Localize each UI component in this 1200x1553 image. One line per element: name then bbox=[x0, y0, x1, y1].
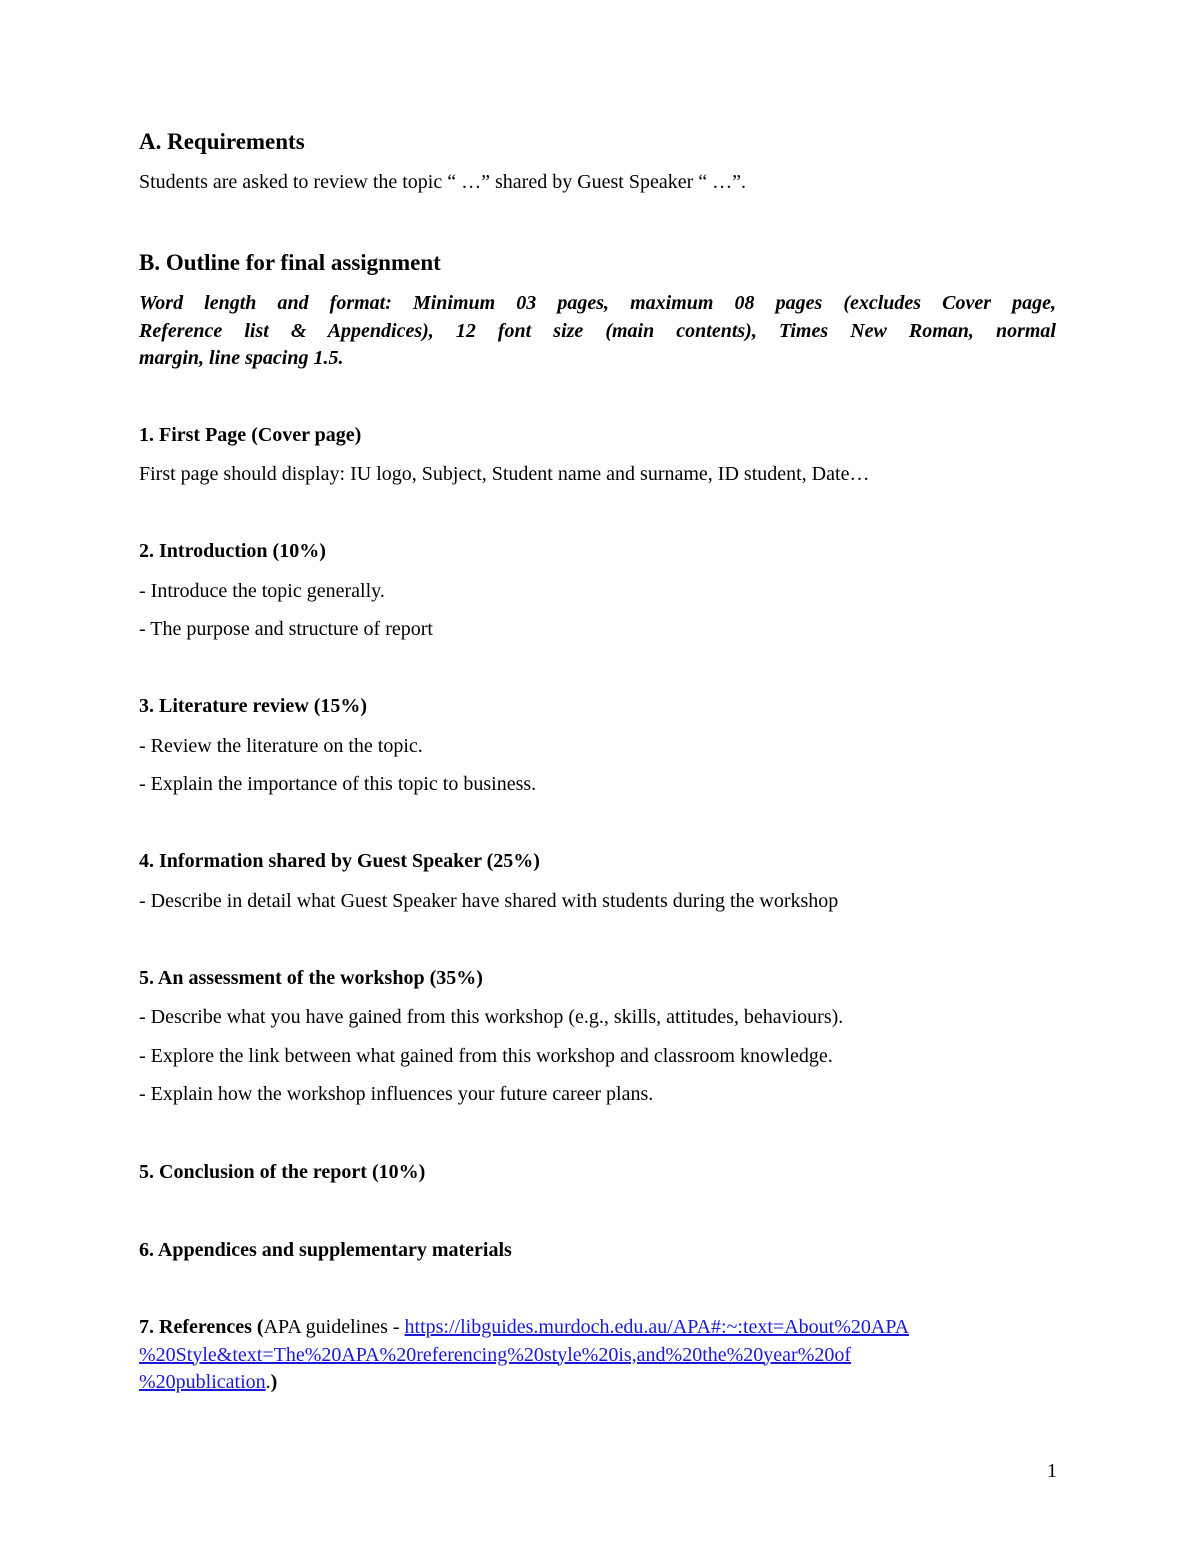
item-1-line-1: First page should display: IU logo, Subject, Student name and surname, ID student, Date… bbox=[139, 463, 870, 485]
page-number: 1 bbox=[1047, 1460, 1057, 1482]
item-3-line-1: - Review the literature on the topic. bbox=[139, 735, 423, 757]
references-trail: . bbox=[265, 1371, 271, 1393]
appendices-heading: 6. Appendices and supplementary materials bbox=[139, 1239, 512, 1261]
references-heading: 7. References bbox=[139, 1316, 252, 1338]
section-a-heading: A. Requirements bbox=[139, 129, 305, 154]
apa-guidelines-link-part-1[interactable]: https://libguides.murdoch.edu.au/APA#:~:text=About%20APA bbox=[404, 1316, 910, 1338]
references-line-2 bbox=[139, 1342, 909, 1370]
section-a-text: Students are asked to review the topic “ …” shared by Guest Speaker “ …”. bbox=[139, 171, 747, 193]
apa-guidelines-link-part-2[interactable]: %20Style&text=The%20APA%20referencing%20style%20is,and%20the%20year%20of bbox=[139, 1343, 852, 1366]
item-5-line-1: - Describe what you have gained from this workshop (e.g., skills, attitudes, behaviours). bbox=[139, 1006, 844, 1028]
item-5-line-3: - Explain how the workshop influences your future career plans. bbox=[139, 1083, 654, 1105]
references-close-paren: ) bbox=[270, 1371, 278, 1393]
references-block bbox=[139, 1314, 909, 1397]
section-b-heading: B. Outline for final assignment bbox=[139, 250, 441, 275]
item-5-line-2: - Explore the link between what gained from this workshop and classroom knowledge. bbox=[139, 1045, 833, 1067]
item-2-line-1: - Introduce the topic generally. bbox=[139, 580, 385, 602]
references-line-3 bbox=[139, 1369, 909, 1397]
format-line-3: margin, line spacing 1.5. bbox=[139, 347, 344, 369]
apa-guidelines-link-part-3[interactable]: %20publication bbox=[139, 1371, 266, 1393]
item-1-heading: 1. First Page (Cover page) bbox=[139, 424, 362, 446]
item-5-heading: 5. An assessment of the workshop (35%) bbox=[139, 967, 483, 989]
item-2-line-2: - The purpose and structure of report bbox=[139, 618, 433, 640]
references-lead: APA guidelines - bbox=[263, 1316, 405, 1338]
item-4-heading: 4. Information shared by Guest Speaker (25%) bbox=[139, 850, 540, 872]
references-open-paren: ( bbox=[256, 1316, 264, 1338]
item-2-heading: 2. Introduction (10%) bbox=[139, 540, 326, 562]
conclusion-heading: 5. Conclusion of the report (10%) bbox=[139, 1161, 426, 1183]
item-3-line-2: - Explain the importance of this topic to business. bbox=[139, 773, 537, 795]
item-3-heading: 3. Literature review (15%) bbox=[139, 695, 368, 717]
item-4-line-1: - Describe in detail what Guest Speaker have shared with students during the workshop bbox=[139, 890, 839, 912]
references-line-1 bbox=[139, 1314, 909, 1342]
format-line-2: Reference list & Appendices), 12 font size (main contents), Times New Roman, normal bbox=[139, 319, 1056, 342]
format-line-1: Word length and format: Minimum 03 pages, maximum 08 pages (excludes Cover page, bbox=[139, 292, 1056, 314]
format-requirements bbox=[139, 290, 1056, 373]
